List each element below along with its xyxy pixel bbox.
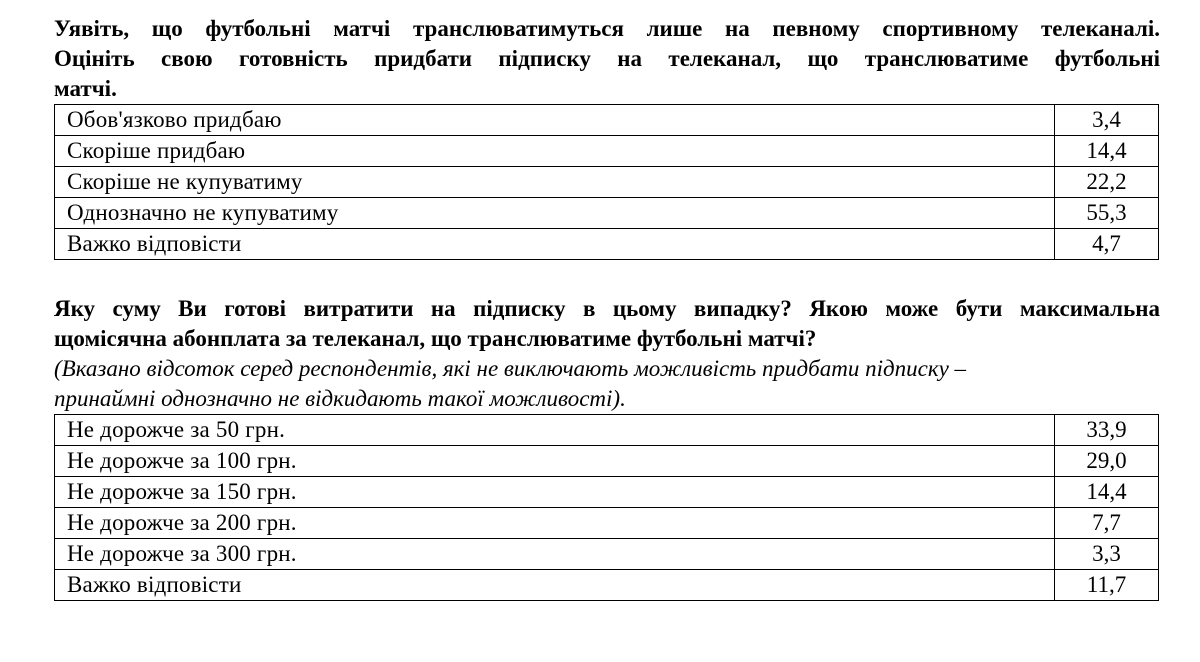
answer-label: Однозначно не купуватиму	[55, 198, 1055, 229]
table-row	[55, 136, 1159, 167]
answer-value: 14,4	[1055, 136, 1159, 167]
note-line: (Вказано відсоток серед респондентів, які не виключають можливість придбати підписку –	[54, 356, 967, 381]
answer-label: Не дорожче за 50 грн.	[55, 415, 1055, 446]
answer-label: Не дорожче за 150 грн.	[55, 477, 1055, 508]
answer-value: 55,3	[1055, 198, 1159, 229]
table-row	[55, 167, 1159, 198]
note-line: принаймні однозначно не відкидають такої можливості).	[54, 386, 626, 411]
answers-table-2	[54, 414, 1159, 601]
question-1	[54, 14, 1160, 104]
table-row	[55, 105, 1159, 136]
answers-table-1	[54, 104, 1159, 260]
question-1-line: Оцініть свою готовність придбати підписку на телеканал, що транслюватиме футбольні	[54, 46, 1160, 71]
table-row	[55, 570, 1159, 601]
question-2	[54, 294, 1160, 354]
answer-value: 14,4	[1055, 477, 1159, 508]
question-1-line: Уявіть, що футбольні матчі транслюватимуться лише на певному спортивному телеканалі.	[54, 16, 1160, 41]
question-2-line: Яку суму Ви готові витратити на підписку в цьому випадку? Якою може бути максимальна	[54, 296, 1160, 321]
question-2-note	[54, 354, 1160, 414]
document-page	[54, 14, 1160, 601]
answer-value: 11,7	[1055, 570, 1159, 601]
answer-label: Скоріше придбаю	[55, 136, 1055, 167]
answer-label: Важко відповісти	[55, 570, 1055, 601]
answer-label: Не дорожче за 300 грн.	[55, 539, 1055, 570]
answer-value: 29,0	[1055, 446, 1159, 477]
answer-value: 22,2	[1055, 167, 1159, 198]
table-row	[55, 229, 1159, 260]
table-row	[55, 415, 1159, 446]
answer-value: 33,9	[1055, 415, 1159, 446]
answer-value: 4,7	[1055, 229, 1159, 260]
table-row	[55, 198, 1159, 229]
answer-value: 3,3	[1055, 539, 1159, 570]
answer-label: Не дорожче за 200 грн.	[55, 508, 1055, 539]
table-row	[55, 508, 1159, 539]
answer-label: Важко відповісти	[55, 229, 1055, 260]
answer-value: 3,4	[1055, 105, 1159, 136]
table-row	[55, 539, 1159, 570]
table-row	[55, 477, 1159, 508]
answer-label: Обов'язково придбаю	[55, 105, 1055, 136]
question-2-line: щомісячна абонплата за телеканал, що транслюватиме футбольні матчі?	[54, 326, 817, 351]
table-row	[55, 446, 1159, 477]
answer-value: 7,7	[1055, 508, 1159, 539]
answer-label: Скоріше не купуватиму	[55, 167, 1055, 198]
section-gap	[54, 260, 1160, 294]
answer-label: Не дорожче за 100 грн.	[55, 446, 1055, 477]
question-1-line: матчі.	[54, 76, 117, 101]
